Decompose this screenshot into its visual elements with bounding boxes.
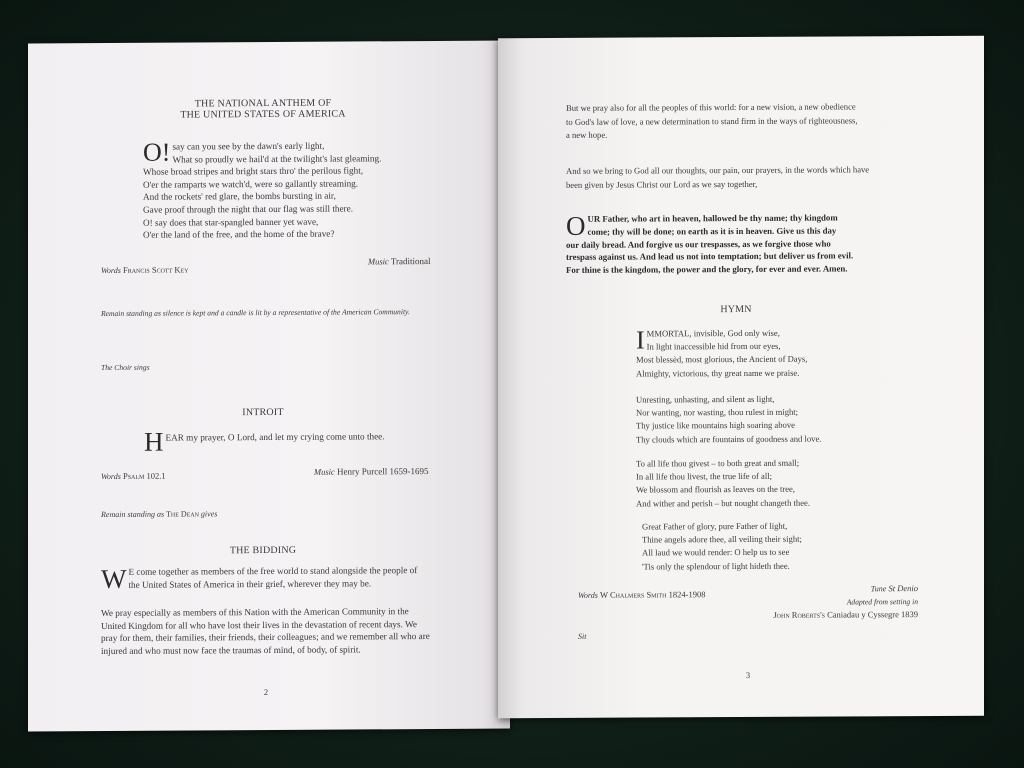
hymn-line: All laud we would render: O help us to see [642,547,790,558]
introit-music-credit [314,466,429,477]
anthem-verse [143,139,443,242]
prayer-line: And so we bring to God all our thoughts, our pain, our prayers, in the words which have [566,164,870,176]
tune-label: Tune [870,584,887,594]
anthem-music-credit [368,256,431,266]
anthem-line: O! say does that star-spangled banner yet wave, [143,216,319,228]
anthem-line: O'er the ramparts we watch'd, were so gallantly streaming. [143,178,359,190]
hymn-line: Thine angels adore thee, all veiling their sight; [642,533,802,545]
lords-prayer-line: trespass against us. And lead us not into temptation; but deliver us from evil. [566,250,854,263]
anthem-line: What so proudly we hail'd at the twilight's last gleaming. [172,152,382,165]
hymn-dropcap: I [636,325,645,355]
anthem-line: Gave proof through the night that our flag was still there. [143,203,353,215]
music-label: Music [314,466,335,477]
hymn-line: In all life thou livest, the true life of all; [636,471,773,482]
introit-text [144,426,474,457]
hymn-words-credit [578,589,705,600]
bidding-line: We pray especially as members of this Nation with the American Community in the [101,606,409,619]
rubric-dean-prefix: Remain standing as [101,509,165,520]
introit-heading: INTROIT [242,406,284,419]
lords-prayer-dropcap: O [566,210,586,241]
rubric-silence: Remain standing as silence is kept and a candle is lit by a representative of the American Community. [101,307,410,319]
prayer-line: been given by Jesus Christ our Lord as we say together, [566,178,758,190]
hymn-line: Most blessèd, most glorious, the Ancient of Days, [636,354,808,365]
rubric-dean [101,509,217,519]
anthem-line: And the rockets' red glare, the bombs bursting in air, [143,190,336,203]
bidding-paragraph-1 [101,563,451,595]
lords-prayer-line: For thine is the kingdom, the power and the glory, for ever and ever. Amen. [566,263,848,276]
left-page [28,41,510,732]
anthem-line: say can you see by the dawn's early light, [172,140,325,152]
rubric-sit: Sit [578,631,587,641]
anthem-title [28,97,498,122]
tune-adapted: Adapted from setting in [846,597,918,607]
hymn-line: Almighty, victorious, thy great name we praise. [636,367,800,379]
hymn-verse-4 [642,519,902,573]
bidding-line: United Kingdom for all who have lost their lives in the devastation of recent days. We [101,618,417,631]
anthem-words-credit [101,264,189,275]
introit-dropcap: H [144,426,164,457]
bidding-line: the United States of America in their grief, wherever they may be. [128,577,372,590]
hymn-line: To all life thou givest – to both great and small; [636,457,800,469]
bidding-dropcap: W [101,563,127,595]
hymn-line: Unresting, unhasting, and silent as light, [636,393,775,405]
prayer-line: to God's law of love, a new determination to stand firm in the ways of righteousness, [566,114,858,127]
prayer-paragraph-1 [566,100,916,142]
hymn-line: In light inaccessible hid from our eyes, [646,340,781,352]
hymn-line: And wither and perish – but nought changeth thee. [636,497,810,509]
bidding-paragraph-2 [101,605,461,658]
rubric-dean-name: The Dean [166,509,200,519]
tune-source-title: Caniadau y Cyssegre 1839 [827,609,918,620]
page-number: 2 [263,687,269,698]
lords-prayer-line: UR Father, who art in heaven, hallowed be thy name; thy kingdom [587,212,838,224]
anthem-line: Whose broad stripes and bright stars thro' the perilous fight, [143,165,364,177]
words-label: Words [101,265,121,276]
hymn-line: MMORTAL, invisible, God only wise, [646,327,780,339]
right-page [498,36,984,719]
music-value: Traditional [390,256,431,267]
music-label: Music [368,256,389,267]
bidding-line: pray for them, their families, their friends, their colleagues; and we remember all who are [101,631,430,644]
bidding-line: injured and who must now face the traumas of mind, of body, of spirit. [101,644,361,656]
music-value: Henry Purcell 1659-1695 [337,466,429,477]
hymn-line: Thy clouds which are fountains of goodness and love. [636,433,822,445]
words-author: W Chalmers Smith 1824-1908 [599,589,706,600]
introit-line: EAR my prayer, O Lord, and let my crying come unto thee. [165,431,385,443]
hymn-line: Nor wanting, nor wasting, thou rulest in might; [636,406,799,418]
anthem-dropcap: O! [143,137,171,167]
tune-value: St Denio [888,583,918,594]
hymn-verse-1 [636,326,896,380]
hymn-line: 'Tis only the splendour of light hideth thee. [642,560,790,572]
prayer-paragraph-2 [566,163,916,192]
rubric-dean-suffix: gives [200,509,218,519]
prayer-line: a new hope. [566,129,608,140]
bidding-heading: THE BIDDING [229,544,297,557]
anthem-title-line-2: THE UNITED STATES OF AMERICA [180,108,346,121]
tune-source-name: John Roberts's [773,609,825,620]
lords-prayer [566,211,916,277]
lords-prayer-line: come; thy will be done; on earth as it is in heaven. Give us this day [587,225,837,237]
anthem-line: O'er the land of the free, and the home of the brave? [143,228,335,240]
words-label: Words [101,471,121,482]
hymn-line: Great Father of glory, pure Father of light, [642,520,788,532]
words-label: Words [578,590,598,600]
words-author: Francis Scott Key [122,264,189,275]
hymn-verse-3 [636,456,896,510]
hymn-verse-2 [636,392,896,446]
prayer-line: But we pray also for all the peoples of this world: for a new vision, a new obedience [566,101,856,113]
bidding-line: E come together as members of the free world to stand alongside the people of [128,565,418,577]
page-number: 3 [745,669,751,680]
rubric-choir: The Choir sings [101,362,150,373]
hymn-tune-credit [773,582,918,622]
hymn-heading: HYMN [720,303,752,316]
hymn-line: Thy justice like mountains high soaring above [636,420,795,431]
introit-words-credit [101,471,166,481]
anthem-title-line-1: THE NATIONAL ANTHEM OF [194,97,332,110]
words-source: Psalm 102.1 [122,470,166,481]
lords-prayer-line: our daily bread. And forgive us our trespasses, as we forgive those who [566,238,831,250]
hymn-line: We blossom and flourish as leaves on the tree, [636,484,795,495]
